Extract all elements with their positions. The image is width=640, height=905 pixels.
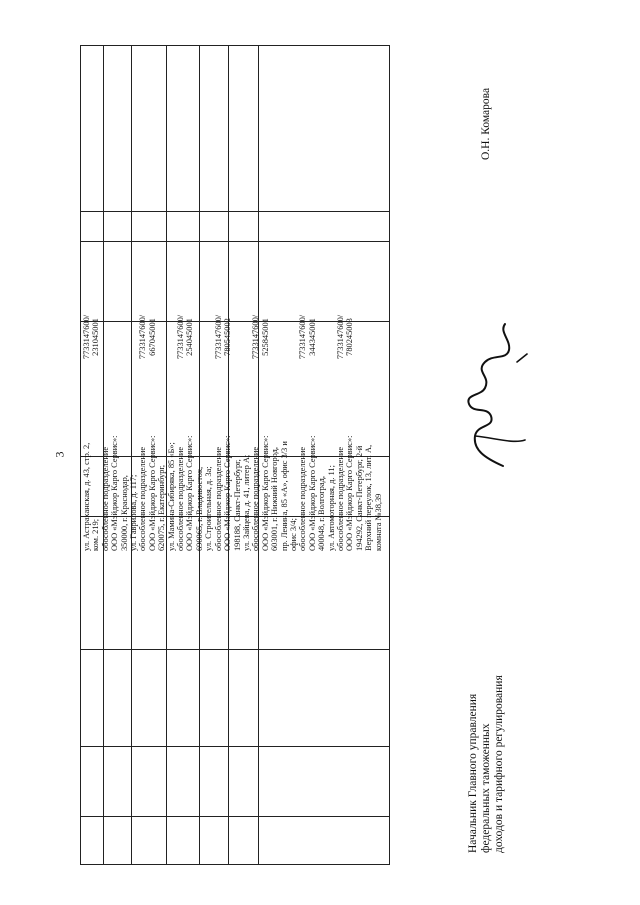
inn-kpp-cell xyxy=(176,311,195,363)
address-line: ком. 219; xyxy=(91,518,101,551)
address-line: обособленное подразделение xyxy=(138,446,148,551)
address-line: 400048, г. Волгоград, xyxy=(317,476,327,551)
address-line: пр. Ленина, 85 «А», офис 3/3 и xyxy=(279,441,289,551)
address-line: Верхний переулок, 13, лит. А, xyxy=(364,444,374,551)
kpp-line: 525845001 xyxy=(260,318,270,356)
address-line: ул. Автомоторная, д. 11; xyxy=(326,465,336,551)
table-row xyxy=(251,125,298,555)
kpp-line: 780245003 xyxy=(345,318,355,356)
table-column-divider xyxy=(81,816,389,817)
signatory-name: О.Н. Комарова xyxy=(480,87,492,160)
address-line: ООО «Мэйджор Карго Сервис»: xyxy=(307,435,317,551)
address-line: обособленное подразделение xyxy=(251,446,261,551)
inn-line: 7733147600/ xyxy=(82,314,91,360)
address-line: ООО «Мэйджор Карго Сервис»: xyxy=(345,435,355,551)
kpp-line: 780545002 xyxy=(223,318,233,356)
inn-kpp-cell xyxy=(336,311,355,363)
inn-line: 7733147600/ xyxy=(251,314,261,360)
address-line: комната №38,39 xyxy=(373,493,383,551)
inn-line: 7733147600/ xyxy=(176,314,186,360)
address-line: ООО «Мэйджор Карго Сервис»: xyxy=(223,435,233,551)
address-line: ООО «Мэйджор Карго Сервис»: xyxy=(260,435,270,551)
address-line: обособленное подразделение xyxy=(298,446,308,551)
signatory-title-line: доходов и тарифного регулирования xyxy=(493,675,505,853)
address-line: 194292, Санкт-Петербург, 2-й xyxy=(354,445,364,551)
address-line: ул. Гаврилова, д. 117; xyxy=(129,474,139,551)
inn-kpp-cell xyxy=(298,311,317,363)
table-row xyxy=(336,125,383,555)
address-line: ООО «Мэйджор Карго Сервис»: xyxy=(185,435,195,551)
inn-kpp-cell xyxy=(251,311,270,363)
address-line: 350000, г. Краснодар, xyxy=(119,475,129,551)
address-line: обособленное подразделение xyxy=(100,446,110,551)
address-line: 620075, г. Екатеринбург, xyxy=(157,465,167,551)
signatory-title-line: Начальник Главного управления xyxy=(467,693,479,853)
table-row xyxy=(176,125,214,555)
address-line: ООО «Мэйджор Карго Сервис»: xyxy=(147,435,157,551)
address-cell xyxy=(138,363,176,555)
address-line: 690065, г. Владивосток, xyxy=(194,466,204,551)
inn-kpp-cell xyxy=(138,311,157,363)
address-cell xyxy=(298,363,336,555)
address-line: обособленное подразделение xyxy=(176,446,186,551)
table-row xyxy=(214,125,252,555)
address-cell xyxy=(336,363,383,555)
address-cell xyxy=(82,363,138,555)
address-cell xyxy=(214,363,252,555)
address-line: офис 3/4; xyxy=(288,518,298,551)
address-line: ул. Мамина-Сибиряка, 85 «Б»; xyxy=(166,442,176,551)
inn-line: 7733147600/ xyxy=(335,314,345,360)
signatory-title xyxy=(467,613,506,853)
page-number: 3 xyxy=(52,451,67,458)
handwritten-signature-icon xyxy=(455,318,531,468)
kpp-line: 254045001 xyxy=(185,318,195,356)
table-entries xyxy=(82,125,382,555)
inn-line: 7733147600/ xyxy=(298,314,308,360)
address-line: ул. Зайцева, д. 41, литер А; xyxy=(241,454,251,551)
kpp-line: 344345001 xyxy=(307,318,317,356)
address-cell xyxy=(176,363,214,555)
table-row xyxy=(298,125,336,555)
address-cell xyxy=(251,363,298,555)
address-line: 198188, Санкт-Петербург, xyxy=(232,459,242,551)
inn-kpp-cell xyxy=(214,311,233,363)
address-line: ул. Астраханская, д. 43, стр. 2, xyxy=(82,442,91,551)
address-line: ул. Строительная, д. 3а; xyxy=(204,466,214,551)
inn-kpp-cell xyxy=(82,311,101,363)
address-line: обособленное подразделение xyxy=(213,446,223,551)
kpp-line: 231045001 xyxy=(91,318,101,356)
table-row xyxy=(138,125,176,555)
address-line: ООО «Мэйджор Карго Сервис»: xyxy=(110,435,120,551)
address-line: обособленное подразделение xyxy=(335,446,345,551)
signatory-title-line: федеральных таможенных xyxy=(480,723,492,853)
table-row xyxy=(82,125,138,555)
table-column-divider xyxy=(81,649,389,650)
inn-line: 7733147600/ xyxy=(138,314,148,360)
table-column-divider xyxy=(81,746,389,747)
kpp-line: 667045001 xyxy=(147,318,157,356)
address-line: 603001, г. Нижний Новгород, xyxy=(270,447,280,551)
inn-line: 7733147600/ xyxy=(213,314,223,360)
